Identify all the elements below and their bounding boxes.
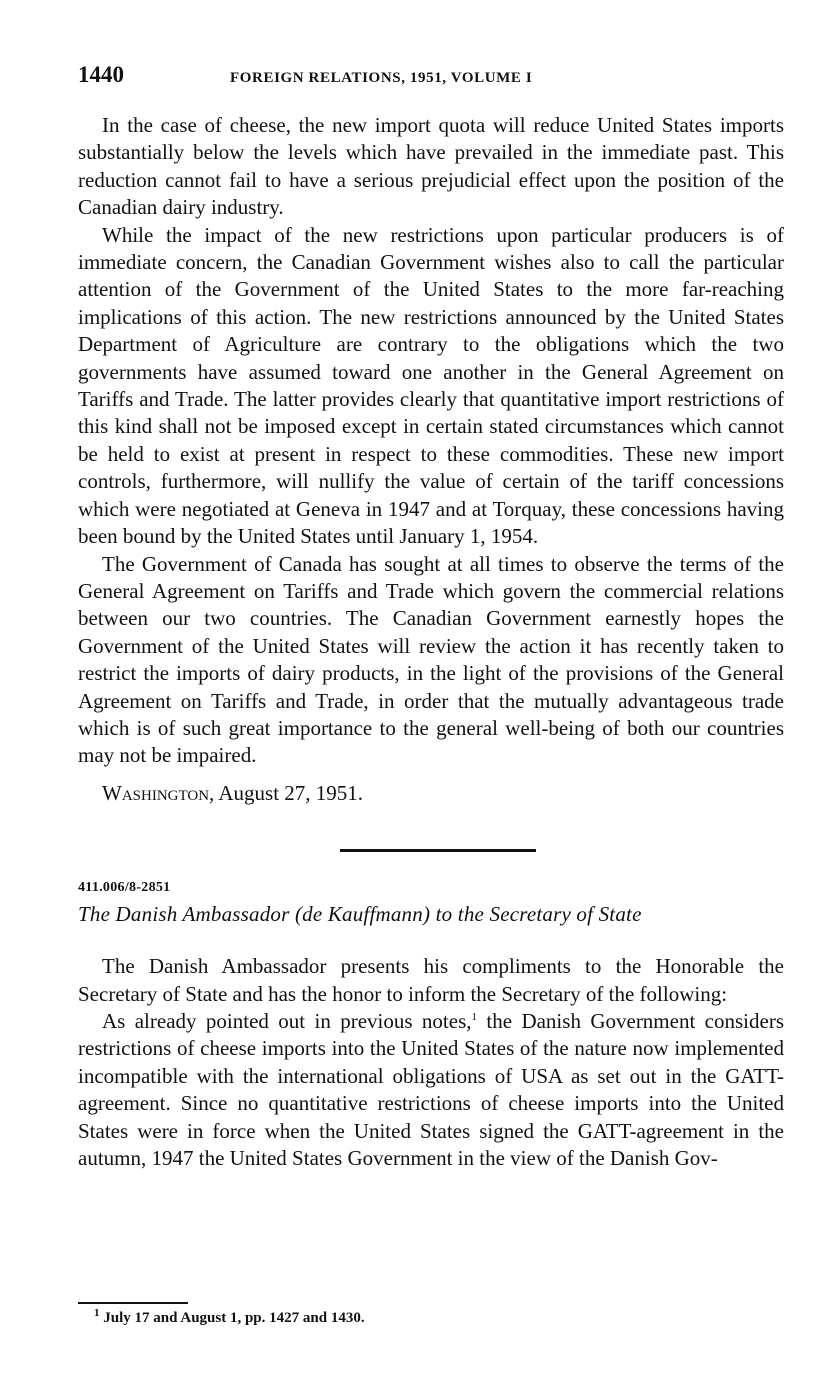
canadian-note-body <box>78 112 784 807</box>
paragraph: While the impact of the new restrictions upon particular producers is of immediate concern, the Canadian Government wishes also to call the particular attention of the Government of the United States to the more far-reaching implications of this action. The new restrictions announced by the United States Department of Agriculture are contrary to the obligations which the two governments have assumed toward one another in the General Agreement on Tariffs and Trade. The latter provides clearly that quantitative import restrictions of this kind shall not be imposed except in certain stated circumstances which cannot be held to exist at present in respect to these commodities. These new import controls, furthermore, will nullify the value of certain of the tariff concessions which were negotiated at Geneva in 1947 and at Torquay, these concessions having been bound by the United States until January 1, 1954. <box>78 222 784 549</box>
running-title: FOREIGN RELATIONS, 1951, VOLUME I <box>230 70 533 86</box>
footnote-divider <box>78 1302 188 1304</box>
document-page <box>78 62 784 1172</box>
footnote-mark: 1 <box>94 1307 100 1319</box>
paragraph: In the case of cheese, the new import quota will reduce United States imports substantially below the levels which have prevailed in the immediate past. This reduction cannot fail to have a serious prejudicial effect upon the position of the Canadian dairy industry. <box>78 113 784 220</box>
paragraph <box>78 1008 784 1172</box>
signoff-date: , August 27, 1951. <box>209 780 364 805</box>
footnote-text: July 17 and August 1, pp. 1427 and 1430. <box>99 1310 365 1326</box>
footnote <box>94 1307 365 1327</box>
paragraph: The Danish Ambassador presents his compliments to the Honorable the Secretary of State and has the honor to inform the Secretary of the following: <box>78 954 784 1006</box>
paragraph: The Government of Canada has sought at all times to observe the terms of the General Agreement on Tariffs and Trade which govern the commercial relations between our two countries. The Canadian Government earnestly hopes the Government of the United States will review the action it has recently taken to restrict the imports of dairy products, in the light of the provisions of the General Agreement on Tariffs and Trade, in order that the mutually advantageous trade which is of such great importance to the general well-being of both our countries may not be impaired. <box>78 551 784 768</box>
paragraph-text: the Danish Government considers restrictions of cheese imports into the United States of the nature now implemented incompatible with the international obligations of USA as set out in the GATT-agreement. Since no quantitative restrictions of cheese imports into the United States were in force when the United States signed the GATT-agreement in the autumn, 1947 the United States Government in the view of the Danish Gov- <box>78 1008 784 1170</box>
paragraph-text: As already pointed out in previous notes, <box>102 1008 472 1033</box>
document-title: The Danish Ambassador (de Kauffmann) to the Secretary of State <box>78 902 642 927</box>
footnote-reference: 1 <box>471 1010 478 1023</box>
signoff-place: Washington <box>102 780 210 805</box>
file-number: 411.006/8-2851 <box>78 880 171 896</box>
page-header <box>78 62 784 92</box>
danish-note-body <box>78 953 784 1172</box>
page-number: 1440 <box>78 62 124 87</box>
section-divider <box>340 849 536 852</box>
signoff <box>78 780 784 807</box>
